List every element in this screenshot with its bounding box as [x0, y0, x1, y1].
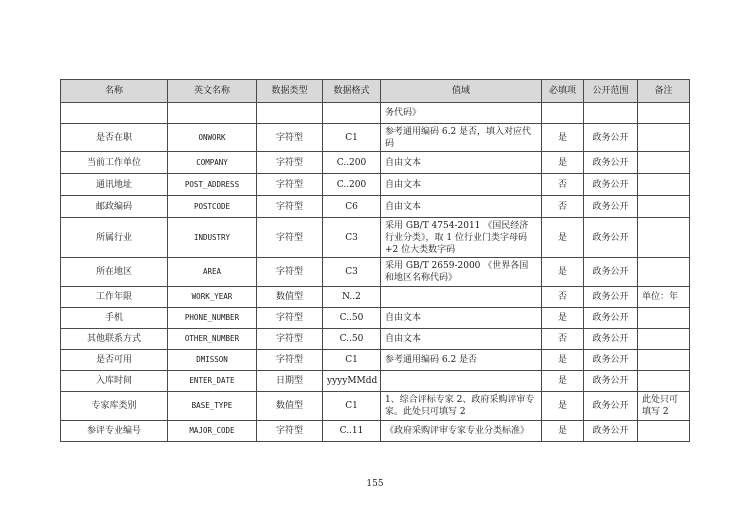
table-row — [61, 218, 690, 258]
header-remarks: 备注 — [638, 80, 690, 103]
cell-remarks — [638, 329, 690, 350]
table-row — [61, 421, 690, 442]
cell-data-format: C..11 — [323, 421, 381, 442]
cell-data-format: C1 — [323, 124, 381, 152]
cell-data-format: C1 — [323, 350, 381, 371]
cell-english-name: ONWORK — [168, 124, 257, 152]
cell-data-format: C..50 — [323, 329, 381, 350]
cell-data-format — [323, 103, 381, 124]
cell-remarks — [638, 174, 690, 196]
cell-data-type: 字符型 — [257, 124, 323, 152]
cell-english-name: INDUSTRY — [168, 218, 257, 258]
table-row — [61, 196, 690, 218]
cell-data-type: 字符型 — [257, 350, 323, 371]
cell-name: 工作年限 — [61, 287, 168, 308]
cell-data-type: 字符型 — [257, 196, 323, 218]
cell-data-format: C6 — [323, 196, 381, 218]
cell-disclosure-scope — [584, 103, 638, 124]
cell-disclosure-scope: 政务公开 — [584, 218, 638, 258]
cell-value-domain: 务代码》 — [381, 103, 542, 124]
header-required: 必填项 — [542, 80, 584, 103]
cell-required: 否 — [542, 287, 584, 308]
cell-required: 是 — [542, 124, 584, 152]
page-number: 155 — [366, 479, 384, 489]
cell-name: 参评专业编号 — [61, 421, 168, 442]
data-spec-table — [60, 79, 690, 442]
cell-disclosure-scope: 政务公开 — [584, 308, 638, 329]
cell-disclosure-scope: 政务公开 — [584, 350, 638, 371]
cell-english-name: AREA — [168, 258, 257, 287]
cell-name: 所属行业 — [61, 218, 168, 258]
cell-name: 所在地区 — [61, 258, 168, 287]
cell-data-type: 字符型 — [257, 218, 323, 258]
cell-english-name: OTHER_NUMBER — [168, 329, 257, 350]
cell-value-domain: 自由文本 — [381, 329, 542, 350]
cell-disclosure-scope: 政务公开 — [584, 421, 638, 442]
cell-data-format: yyyyMMdd — [323, 371, 381, 392]
cell-remarks — [638, 196, 690, 218]
cell-name: 当前工作单位 — [61, 152, 168, 174]
cell-remarks: 此处只可填写 2 — [638, 392, 690, 421]
cell-value-domain: 采用 GB/T 2659-2000 《世界各国和地区名称代码》 — [381, 258, 542, 287]
cell-remarks — [638, 124, 690, 152]
cell-name: 专家库类别 — [61, 392, 168, 421]
cell-data-type: 日期型 — [257, 371, 323, 392]
cell-name: 其他联系方式 — [61, 329, 168, 350]
cell-remarks — [638, 371, 690, 392]
cell-data-type: 字符型 — [257, 421, 323, 442]
cell-data-type: 字符型 — [257, 329, 323, 350]
cell-required: 是 — [542, 152, 584, 174]
cell-value-domain: 自由文本 — [381, 308, 542, 329]
cell-remarks — [638, 421, 690, 442]
cell-disclosure-scope: 政务公开 — [584, 392, 638, 421]
cell-value-domain: 采用 GB/T 4754-2011 《国民经济行业分类》，取 1 位行业门类字母码+2 位大类数字码 — [381, 218, 542, 258]
cell-data-type: 字符型 — [257, 174, 323, 196]
cell-english-name: BASE_TYPE — [168, 392, 257, 421]
header-data-format: 数据格式 — [323, 80, 381, 103]
table-row — [61, 392, 690, 421]
cell-name: 手机 — [61, 308, 168, 329]
table-row — [61, 152, 690, 174]
cell-data-format: C3 — [323, 218, 381, 258]
cell-disclosure-scope: 政务公开 — [584, 287, 638, 308]
cell-data-format: C3 — [323, 258, 381, 287]
cell-english-name: COMPANY — [168, 152, 257, 174]
table-row — [61, 371, 690, 392]
cell-english-name: ENTER_DATE — [168, 371, 257, 392]
cell-value-domain: 参考通用编码 6.2 是否，填入对应代码 — [381, 124, 542, 152]
cell-required: 是 — [542, 392, 584, 421]
cell-name — [61, 103, 168, 124]
cell-english-name: DMISSON — [168, 350, 257, 371]
header-data-type: 数据类型 — [257, 80, 323, 103]
table-row — [61, 174, 690, 196]
cell-data-type — [257, 103, 323, 124]
cell-data-format: C..200 — [323, 174, 381, 196]
cell-english-name: POSTCODE — [168, 196, 257, 218]
header-row — [61, 80, 690, 103]
table-row — [61, 103, 690, 124]
cell-remarks — [638, 350, 690, 371]
cell-disclosure-scope: 政务公开 — [584, 371, 638, 392]
cell-name: 是否可用 — [61, 350, 168, 371]
cell-name: 是否在职 — [61, 124, 168, 152]
cell-disclosure-scope: 政务公开 — [584, 329, 638, 350]
cell-value-domain: 1、综合评标专家 2、政府采购评审专家。此处只可填写 2 — [381, 392, 542, 421]
cell-remarks — [638, 308, 690, 329]
cell-disclosure-scope: 政务公开 — [584, 152, 638, 174]
cell-required: 否 — [542, 196, 584, 218]
cell-disclosure-scope: 政务公开 — [584, 258, 638, 287]
cell-disclosure-scope: 政务公开 — [584, 124, 638, 152]
cell-data-type: 数值型 — [257, 287, 323, 308]
cell-name: 通讯地址 — [61, 174, 168, 196]
cell-required: 是 — [542, 421, 584, 442]
cell-english-name: MAJOR_CODE — [168, 421, 257, 442]
cell-remarks — [638, 152, 690, 174]
cell-data-format: C1 — [323, 392, 381, 421]
cell-disclosure-scope: 政务公开 — [584, 174, 638, 196]
cell-name: 邮政编码 — [61, 196, 168, 218]
cell-english-name: WORK_YEAR — [168, 287, 257, 308]
cell-data-type: 数值型 — [257, 392, 323, 421]
table-row — [61, 258, 690, 287]
cell-value-domain — [381, 371, 542, 392]
cell-value-domain: 参考通用编码 6.2 是否 — [381, 350, 542, 371]
table-row — [61, 308, 690, 329]
cell-english-name: POST_ADDRESS — [168, 174, 257, 196]
cell-value-domain: 自由文本 — [381, 174, 542, 196]
cell-required: 是 — [542, 218, 584, 258]
cell-data-type: 字符型 — [257, 258, 323, 287]
cell-required: 是 — [542, 371, 584, 392]
cell-english-name: PHONE_NUMBER — [168, 308, 257, 329]
cell-disclosure-scope: 政务公开 — [584, 196, 638, 218]
table-row — [61, 350, 690, 371]
table-row — [61, 287, 690, 308]
header-name: 名称 — [61, 80, 168, 103]
header-english-name: 英文名称 — [168, 80, 257, 103]
cell-name: 入库时间 — [61, 371, 168, 392]
cell-data-type: 字符型 — [257, 152, 323, 174]
table-row — [61, 329, 690, 350]
cell-remarks — [638, 258, 690, 287]
cell-data-format: C..50 — [323, 308, 381, 329]
cell-required — [542, 103, 584, 124]
cell-value-domain — [381, 287, 542, 308]
cell-remarks — [638, 103, 690, 124]
cell-data-format: N..2 — [323, 287, 381, 308]
header-disclosure-scope: 公开范围 — [584, 80, 638, 103]
cell-required: 否 — [542, 174, 584, 196]
cell-value-domain: 《政府采购评审专家专业分类标准》 — [381, 421, 542, 442]
cell-data-type: 字符型 — [257, 308, 323, 329]
cell-remarks — [638, 218, 690, 258]
table-row — [61, 124, 690, 152]
cell-english-name — [168, 103, 257, 124]
cell-value-domain: 自由文本 — [381, 152, 542, 174]
cell-data-format: C..200 — [323, 152, 381, 174]
cell-remarks: 单位：年 — [638, 287, 690, 308]
cell-required: 是 — [542, 308, 584, 329]
cell-required: 是 — [542, 350, 584, 371]
header-value-domain: 值域 — [381, 80, 542, 103]
cell-required: 否 — [542, 329, 584, 350]
cell-value-domain: 自由文本 — [381, 196, 542, 218]
cell-required: 是 — [542, 258, 584, 287]
